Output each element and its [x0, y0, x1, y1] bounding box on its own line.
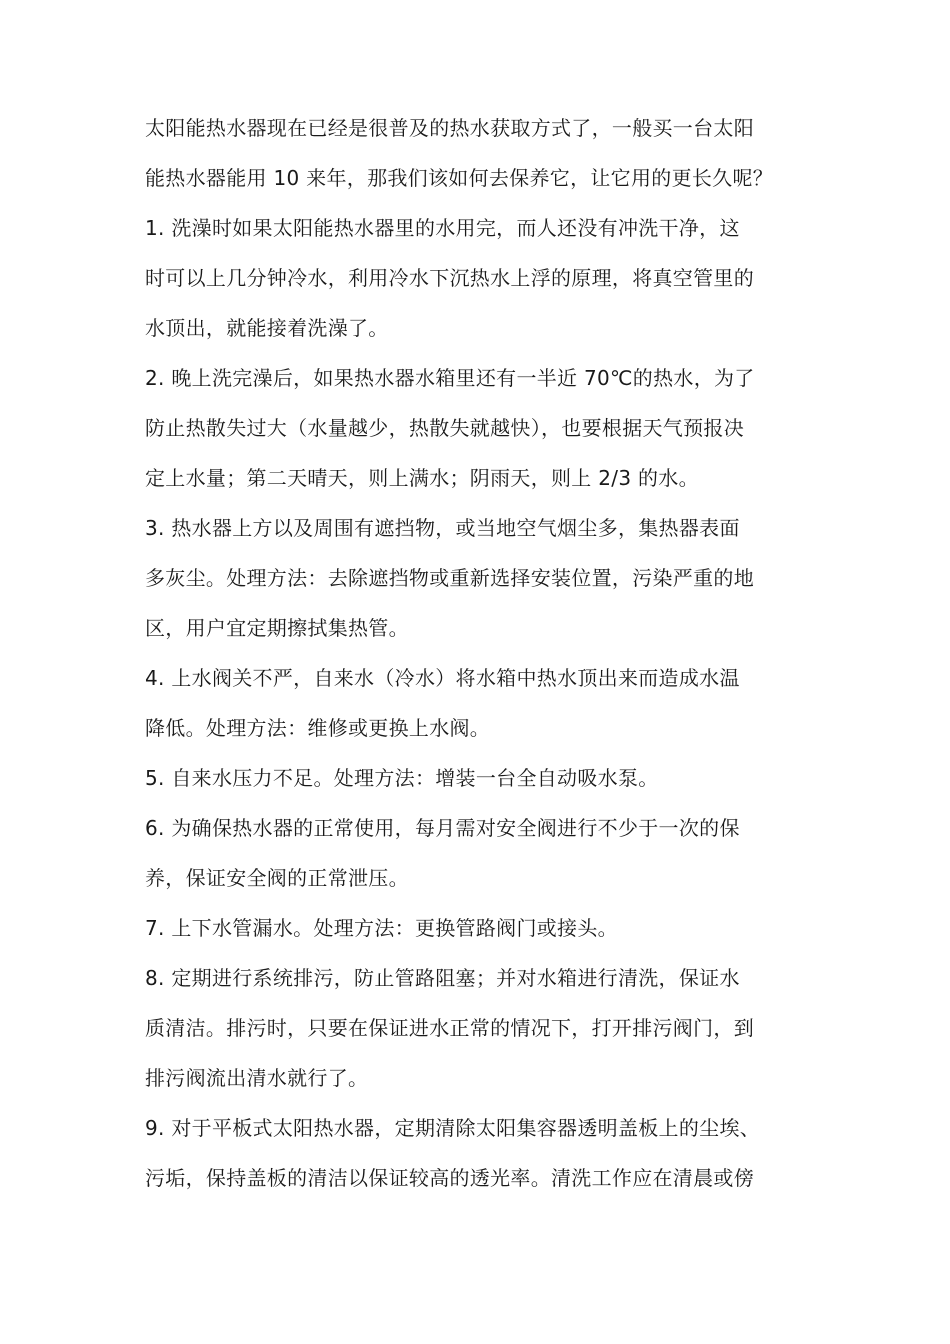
document-body — [145, 103, 820, 1203]
item-7-line-1: 7. 上下水管漏水。处理方法：更换管路阀门或接头。 — [145, 916, 618, 940]
item-8-line-2: 质清洁。排污时，只要在保证进水正常的情况下，打开排污阀门，到 — [145, 1016, 754, 1040]
item-8-line-3: 排污阀流出清水就行了。 — [145, 1066, 369, 1090]
item-4-line-2: 降低。处理方法：维修或更换上水阀。 — [145, 716, 491, 740]
item-4-line-1: 4. 上水阀关不严，自来水（冷水）将水箱中热水顶出来而造成水温 — [145, 666, 740, 690]
item-3-line-1: 3. 热水器上方以及周围有遮挡物，或当地空气烟尘多，集热器表面 — [145, 516, 740, 540]
intro-line-1: 太阳能热水器现在已经是很普及的热水获取方式了，一般买一台太阳 — [145, 116, 754, 140]
intro-line-2: 能热水器能用 10 来年，那我们该如何去保养它，让它用的更长久呢？ — [145, 166, 774, 190]
item-9-line-2: 污垢，保持盖板的清洁以保证较高的透光率。清洗工作应在清晨或傍 — [145, 1166, 754, 1190]
item-6-line-2: 养，保证安全阀的正常泄压。 — [145, 866, 409, 890]
item-8-line-1: 8. 定期进行系统排污，防止管路阻塞；并对水箱进行清洗，保证水 — [145, 966, 740, 990]
item-6-line-1: 6. 为确保热水器的正常使用，每月需对安全阀进行不少于一次的保 — [145, 816, 740, 840]
item-2-line-2: 防止热散失过大（水量越少，热散失就越快），也要根据天气预报决 — [145, 416, 744, 440]
item-1-line-1: 1. 洗澡时如果太阳能热水器里的水用完，而人还没有冲洗干净，这 — [145, 216, 740, 240]
item-9-line-1: 9. 对于平板式太阳热水器，定期清除太阳集容器透明盖板上的尘埃、 — [145, 1116, 761, 1140]
item-5-line-1: 5. 自来水压力不足。处理方法：增装一台全自动吸水泵。 — [145, 766, 659, 790]
item-1-line-2: 时可以上几分钟冷水，利用冷水下沉热水上浮的原理，将真空管里的 — [145, 266, 754, 290]
item-2-line-1: 2. 晚上洗完澡后，如果热水器水箱里还有一半近 70℃的热水，为了 — [145, 366, 755, 390]
item-2-line-3: 定上水量；第二天晴天，则上满水；阴雨天，则上 2/3 的水。 — [145, 466, 699, 490]
item-3-line-2: 多灰尘。处理方法：去除遮挡物或重新选择安装位置，污染严重的地 — [145, 566, 754, 590]
item-3-line-3: 区，用户宜定期擦拭集热管。 — [145, 616, 409, 640]
item-1-line-3: 水顶出，就能接着洗澡了。 — [145, 316, 389, 340]
